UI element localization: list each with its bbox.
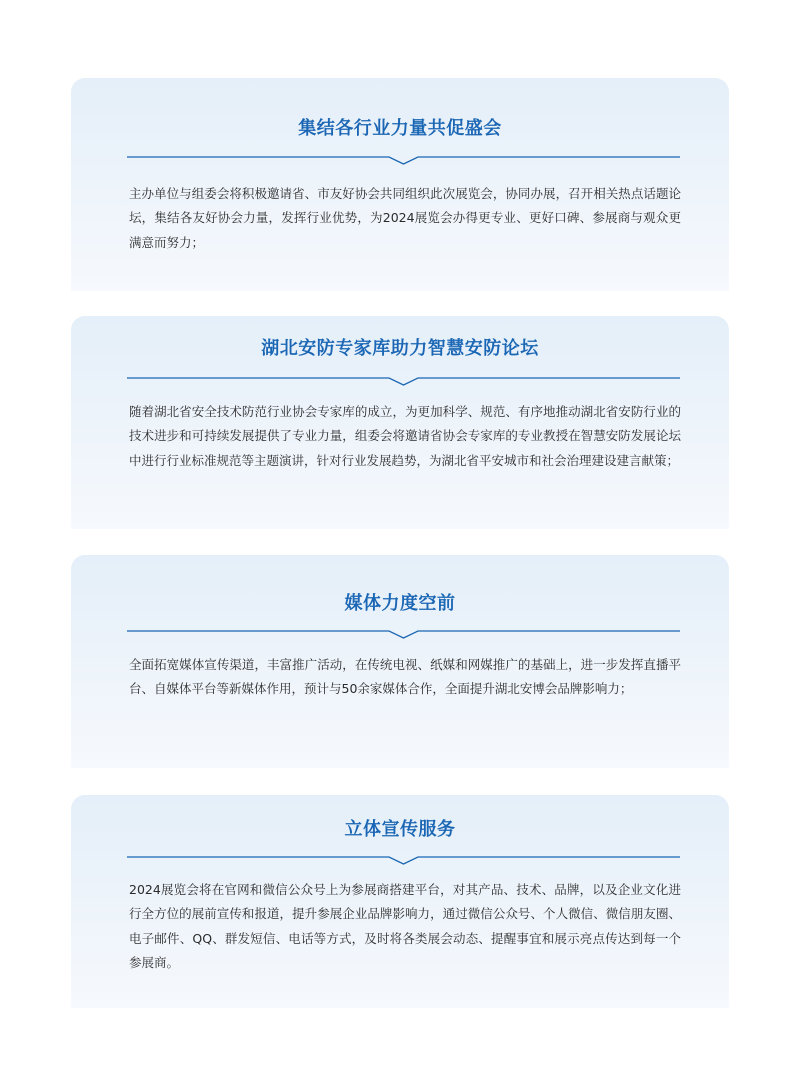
title-divider — [127, 153, 680, 165]
section-title: 立体宣传服务 — [344, 819, 456, 840]
section-body: 随着湖北省安全技术防范行业协会专家库的成立，为更加科学、规范、有序地推动湖北省安防行业的技术进步和可持续发展提供了专业力量，组委会将邀请省协会专家库的专业教授在智慧安防发展论坛中进行行业标准规范等主题演讲，针对行业发展趋势，为湖北省平安城市和社会治理建设建言献策； — [129, 404, 681, 468]
section-card-1 — [71, 78, 729, 291]
section-card-4 — [71, 795, 729, 1008]
section-title: 媒体力度空前 — [344, 593, 456, 614]
section-card-2 — [71, 316, 729, 529]
section-title: 湖北安防专家库助力智慧安防论坛 — [261, 338, 539, 359]
section-body: 主办单位与组委会将积极邀请省、市友好协会共同组织此次展览会，协同办展，召开相关热点话题论坛，集结各友好协会力量，发挥行业优势，为2024展览会办得更专业、更好口碑、参展商与观众更满意而努力； — [129, 186, 681, 250]
title-divider — [127, 853, 680, 865]
section-body: 2024展览会将在官网和微信公众号上为参展商搭建平台，对其产品、技术、品牌，以及企业文化进行全方位的展前宣传和报道，提升参展企业品牌影响力，通过微信公众号、个人微信、微信朋友圈、电子邮件、QQ、群发短信、电话等方式，及时将各类展会动态、提醒事宜和展示亮点传达到每一个参展商。 — [129, 882, 681, 971]
section-card-3 — [71, 555, 729, 768]
section-title: 集结各行业力量共促盛会 — [298, 118, 502, 139]
title-divider — [127, 374, 680, 386]
title-divider — [127, 627, 680, 639]
section-body: 全面拓宽媒体宣传渠道，丰富推广活动，在传统电视、纸媒和网媒推广的基础上，进一步发挥直播平台、自媒体平台等新媒体作用，预计与50余家媒体合作，全面提升湖北安博会品牌影响力； — [129, 657, 681, 697]
